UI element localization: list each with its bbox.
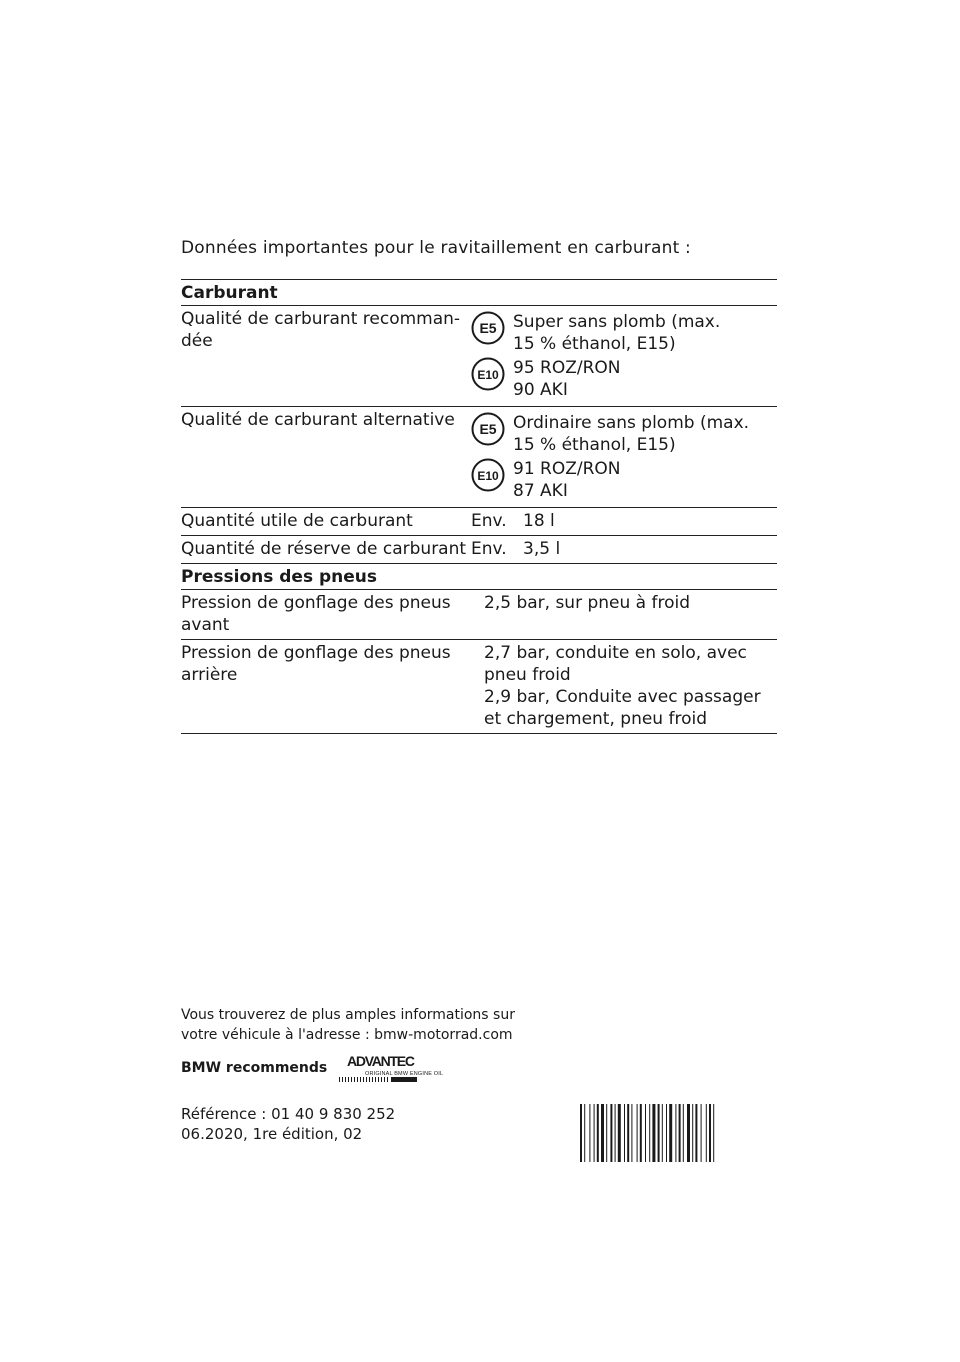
bmw-recommends — [181, 1053, 447, 1083]
alternative-fuel-value — [471, 407, 777, 507]
footer-info-line: votre véhicule à l'adresse : bmw-motorrad.com — [181, 1027, 513, 1043]
fuel-section-header — [181, 279, 777, 305]
recommended-fuel-value — [471, 306, 777, 406]
svg-text:E5: E5 — [479, 421, 497, 437]
svg-text:E10: E10 — [477, 368, 499, 382]
usable-fuel-row — [181, 507, 777, 535]
rear-tire-solo: 2,7 bar, conduite en solo, avec pneu froid — [484, 643, 747, 685]
alternative-fuel-label: Qualité de carburant alternative — [181, 410, 455, 430]
rear-tire-row — [181, 639, 777, 734]
footer-info — [181, 1005, 515, 1045]
rear-tire-loaded: 2,9 bar, Conduite avec passager et chargement, pneu froid — [484, 687, 761, 729]
spec-table — [181, 279, 777, 734]
fuel-section-title: Carburant — [181, 283, 278, 303]
reserve-fuel-row — [181, 535, 777, 563]
fuel-text-line: 87 AKI — [513, 481, 568, 501]
reference-block — [181, 1104, 395, 1144]
alternative-fuel-row — [181, 406, 777, 507]
recommends-text: BMW recommends — [181, 1060, 328, 1076]
svg-text:E10: E10 — [477, 469, 499, 483]
reserve-fuel-value — [471, 536, 777, 563]
approx-prefix: Env. — [471, 539, 507, 559]
barcode — [578, 1104, 778, 1162]
usable-fuel-value — [471, 508, 777, 535]
tire-section-header — [181, 563, 777, 589]
rear-tire-value — [471, 640, 777, 733]
reserve-fuel-label: Quantité de réserve de carburant — [181, 539, 467, 559]
edition-info: 06.2020, 1re édition, 02 — [181, 1125, 363, 1143]
footer-info-line: Vous trouverez de plus amples informations sur — [181, 1007, 515, 1023]
fuel-text-line: 90 AKI — [513, 380, 568, 400]
recommended-fuel-label: Qualité de carburant recomman-dée — [181, 309, 461, 351]
reference-number: Référence : 01 40 9 830 252 — [181, 1105, 396, 1123]
front-tire-label: Pression de gonflage des pneus avant — [181, 593, 451, 635]
rear-tire-label: Pression de gonflage des pneus arrière — [181, 643, 451, 685]
e10-fuel-icon — [471, 357, 505, 391]
usable-fuel-label: Quantité utile de carburant — [181, 511, 413, 531]
advantec-logo — [337, 1053, 447, 1083]
front-tire-value: 2,5 bar, sur pneu à froid — [484, 593, 691, 613]
front-tire-row — [181, 589, 777, 639]
fuel-text-line: 15 % éthanol, E15) — [513, 334, 676, 354]
svg-text:ORIGINAL BMW ENGINE OIL: ORIGINAL BMW ENGINE OIL — [365, 1071, 444, 1077]
e10-fuel-icon — [471, 458, 505, 492]
e5-fuel-icon — [471, 311, 505, 345]
fuel-text-line: Super sans plomb (max. — [513, 312, 721, 332]
fuel-text-line: 95 ROZ/RON — [513, 358, 621, 378]
svg-text:ADVANTEC: ADVANTEC — [347, 1053, 416, 1069]
e5-fuel-icon — [471, 412, 505, 446]
svg-text:E5: E5 — [479, 320, 497, 336]
fuel-text-line: 15 % éthanol, E15) — [513, 435, 676, 455]
fuel-text-line: Ordinaire sans plomb (max. — [513, 413, 750, 433]
fuel-text-line: 91 ROZ/RON — [513, 459, 621, 479]
reserve-fuel-amount: 3,5 l — [523, 539, 561, 559]
approx-prefix: Env. — [471, 511, 507, 531]
recommended-fuel-row — [181, 305, 777, 406]
usable-fuel-amount: 18 l — [523, 511, 555, 531]
tire-section-title: Pressions des pneus — [181, 567, 378, 587]
page-heading: Données importantes pour le ravitaillement en carburant : — [181, 238, 691, 258]
